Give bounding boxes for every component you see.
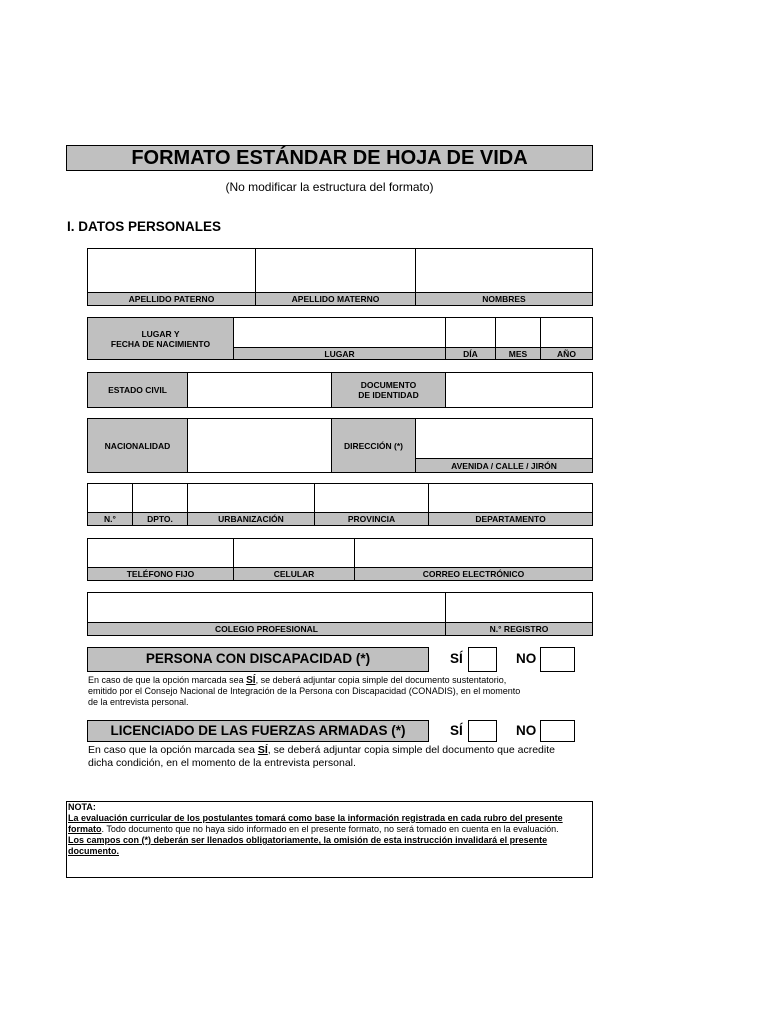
armed-instructions	[88, 744, 598, 770]
disability-instructions-line1	[88, 675, 598, 686]
dpto-label: DPTO.	[132, 512, 188, 526]
provincia-label: PROVINCIA	[314, 512, 429, 526]
urbanizacion-field[interactable]	[187, 483, 315, 513]
provincia-field[interactable]	[314, 483, 429, 513]
birth-label-line1: LUGAR Y	[141, 328, 180, 339]
apellido-materno-field[interactable]	[255, 248, 416, 293]
celular-label: CELULAR	[233, 567, 355, 581]
direccion-field[interactable]	[415, 418, 593, 459]
mes-label: MES	[495, 347, 541, 360]
armed-yes-label: SÍ	[450, 723, 463, 738]
documento-field[interactable]	[445, 372, 593, 408]
disability-no-checkbox[interactable]	[540, 647, 575, 672]
mes-field[interactable]	[495, 317, 541, 348]
armed-yes-checkbox[interactable]	[468, 720, 497, 742]
colegio-field[interactable]	[87, 592, 446, 623]
nombres-label: NOMBRES	[415, 292, 593, 306]
telefono-label: TELÉFONO FIJO	[87, 567, 234, 581]
disability-instructions-line2: emitido por el Consejo Nacional de Integración de la Persona con Discapacidad (CONADIS), en el momento	[88, 686, 521, 696]
disability-instructions	[88, 675, 598, 708]
note-paragraph-1	[68, 813, 591, 835]
celular-field[interactable]	[233, 538, 355, 568]
direccion-label: DIRECCIÓN (*)	[331, 418, 416, 473]
departamento-field[interactable]	[428, 483, 593, 513]
apellido-materno-label: APELLIDO MATERNO	[255, 292, 416, 306]
form-title: FORMATO ESTÁNDAR DE HOJA DE VIDA	[66, 145, 593, 171]
note-bold-1: La evaluación curricular de los postulantes tomará como base la información registrada en cada rubro del presente formato	[68, 813, 563, 834]
nombres-field[interactable]	[415, 248, 593, 293]
form-subtitle: (No modificar la estructura del formato)	[225, 180, 434, 194]
colegio-label: COLEGIO PROFESIONAL	[87, 622, 446, 636]
nacionalidad-label: NACIONALIDAD	[87, 418, 188, 473]
numero-field[interactable]	[87, 483, 133, 513]
disability-yes-label: SÍ	[450, 651, 463, 666]
armed-instructions-line2: dicha condición, en el momento de la entrevista personal.	[88, 757, 356, 769]
documento-label-line1: DOCUMENTO	[360, 380, 417, 390]
note-heading: NOTA:	[68, 802, 96, 812]
birth-label	[87, 317, 234, 360]
documento-label-line2: DE IDENTIDAD	[358, 390, 419, 400]
birth-label-line2: FECHA DE NACIMIENTO	[110, 338, 211, 349]
lugar-label: LUGAR	[233, 347, 446, 360]
correo-label: CORREO ELECTRÓNICO	[354, 567, 593, 581]
apellido-paterno-label: APELLIDO PATERNO	[87, 292, 256, 306]
dia-field[interactable]	[445, 317, 496, 348]
section-title: I. DATOS PERSONALES	[67, 219, 222, 234]
armed-text-si: SÍ	[257, 744, 268, 756]
telefono-field[interactable]	[87, 538, 234, 568]
apellido-paterno-field[interactable]	[87, 248, 256, 293]
note-box	[66, 801, 593, 878]
numero-label: N.°	[87, 512, 133, 526]
nacionalidad-field[interactable]	[187, 418, 332, 473]
disability-instructions-line3: de la entrevista personal.	[88, 697, 189, 707]
dpto-field[interactable]	[132, 483, 188, 513]
armed-instructions-line1	[88, 744, 598, 757]
armed-no-checkbox[interactable]	[540, 720, 575, 742]
disability-no-label: NO	[516, 651, 537, 666]
correo-field[interactable]	[354, 538, 593, 568]
urbanizacion-label: URBANIZACIÓN	[187, 512, 315, 526]
registro-label: N.° REGISTRO	[445, 622, 593, 636]
anio-field[interactable]	[540, 317, 593, 348]
disability-text-si: SÍ	[246, 675, 256, 686]
armed-text-b: , se deberá adjuntar copia simple del documento que acredite	[267, 744, 555, 756]
estado-civil-label: ESTADO CIVIL	[87, 372, 188, 408]
anio-label: AÑO	[540, 347, 593, 360]
registro-field[interactable]	[445, 592, 593, 623]
disability-label: PERSONA CON DISCAPACIDAD (*)	[87, 647, 429, 672]
armed-forces-label: LICENCIADO DE LAS FUERZAS ARMADAS (*)	[87, 720, 429, 742]
documento-label	[331, 372, 446, 408]
lugar-field[interactable]	[233, 317, 446, 348]
disability-yes-checkbox[interactable]	[468, 647, 497, 672]
armed-no-label: NO	[516, 723, 537, 738]
note-plain-1: . Todo documento que no haya sido informado en el presente formato, no será tomado en cuenta en la evaluación.	[101, 824, 559, 834]
departamento-label: DEPARTAMENTO	[428, 512, 593, 526]
armed-text-a: En caso que la opción marcada sea	[88, 744, 258, 756]
dia-label: DÍA	[445, 347, 496, 360]
disability-text-b: , se deberá adjuntar copia simple del documento sustentatorio,	[255, 675, 507, 685]
note-bold-2: Los campos con (*) deberán ser llenados obligatoriamente, la omisión de esta instrucción invalidará el presente documento.	[68, 835, 548, 856]
avenida-label: AVENIDA / CALLE / JIRÓN	[415, 458, 593, 473]
estado-civil-field[interactable]	[187, 372, 332, 408]
disability-text-a: En caso de que la opción marcada sea	[88, 675, 247, 685]
